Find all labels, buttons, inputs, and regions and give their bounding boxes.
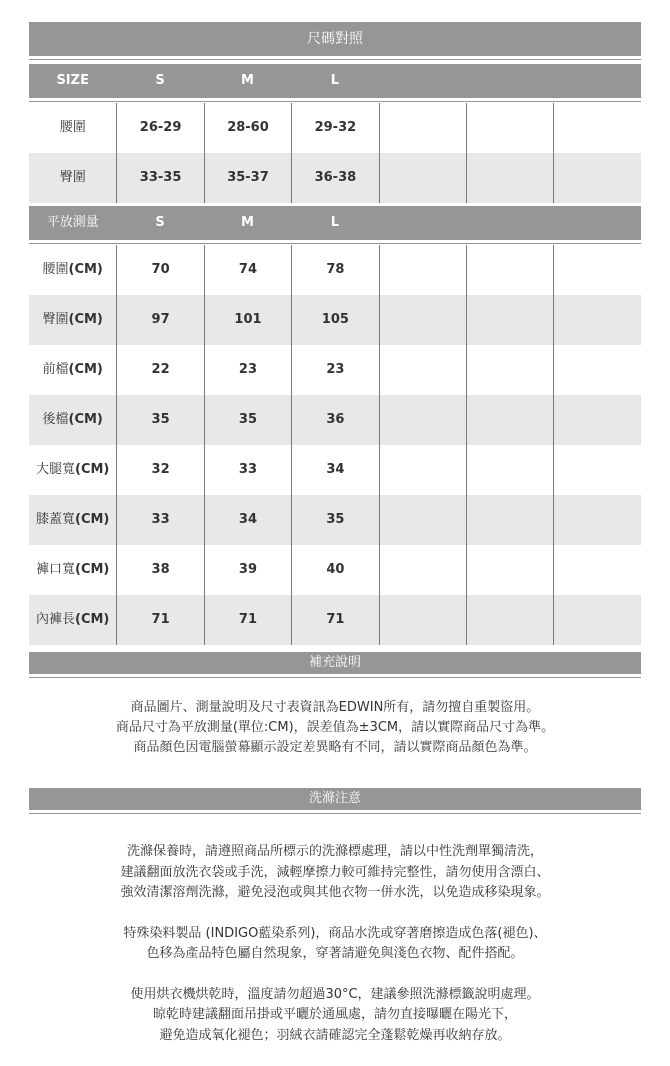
row-label-text: 內褲長	[36, 612, 76, 627]
table-cell	[379, 495, 466, 545]
table-cell: 36-38	[291, 153, 378, 203]
row-label-unit: (CM)	[68, 312, 103, 327]
table-cell	[466, 153, 553, 203]
table-cell	[553, 595, 640, 645]
row-label	[29, 345, 116, 395]
table-row	[29, 395, 641, 445]
header-cell	[466, 206, 553, 240]
table-cell: 34	[291, 445, 378, 495]
table-cell: 35	[204, 395, 291, 445]
table-cell: 71	[291, 595, 378, 645]
table-cell: 105	[291, 295, 378, 345]
table-cell: 101	[204, 295, 291, 345]
wash-line: 使用烘衣機烘乾時，溫度請勿超過30°C，建議參照洗滌標籤說明處理。	[130, 986, 540, 1002]
table-cell	[379, 245, 466, 295]
note-line: 商品顏色因電腦螢幕顯示設定差異略有不同，請以實際商品顏色為準。	[133, 740, 537, 755]
table-cell	[553, 245, 640, 295]
table-cell	[553, 395, 640, 445]
table-cell: 78	[291, 245, 378, 295]
table-row	[29, 445, 641, 495]
table-cell: 33	[204, 445, 291, 495]
header-cell: 平放測量	[46, 215, 99, 230]
flat-measure-table	[29, 245, 641, 645]
table-cell	[466, 295, 553, 345]
header-cell	[379, 64, 466, 98]
row-label	[29, 595, 116, 645]
table-row	[29, 153, 641, 203]
header-cell: L	[330, 73, 340, 88]
note-line: 商品圖片、測量說明及尺寸表資訊為EDWIN所有，請勿擅自重製盜用。	[130, 700, 540, 715]
supplement-notes	[29, 698, 641, 758]
row-label-text: 臀圍	[42, 312, 69, 327]
note-line: 商品尺寸為平放測量(單位:CM)，誤差值為±3CM，請以實際商品尺寸為準。	[115, 720, 555, 735]
size-table-header	[29, 64, 641, 98]
table-cell: 26-29	[116, 103, 203, 153]
header-cell	[553, 206, 640, 240]
table-row	[29, 103, 641, 153]
table-cell	[466, 345, 553, 395]
wash-line: 強效清潔溶劑洗滌，避免浸泡或與其他衣物一併水洗，以免造成移染現象。	[120, 885, 550, 900]
table-cell	[466, 495, 553, 545]
table-cell: 33-35	[116, 153, 203, 203]
table-cell	[379, 295, 466, 345]
table-row	[29, 495, 641, 545]
row-label-text: 褲口寬	[36, 562, 76, 577]
table-cell: 35	[116, 395, 203, 445]
row-label-unit: (CM)	[75, 512, 110, 527]
wash-paragraph	[29, 985, 641, 1047]
table-cell: 39	[204, 545, 291, 595]
row-label	[29, 295, 116, 345]
size-chart-title: 尺碼對照	[29, 22, 641, 56]
row-label: 臀圍	[59, 170, 86, 185]
row-label	[29, 395, 116, 445]
table-cell	[379, 445, 466, 495]
header-cell: S	[155, 215, 165, 230]
header-cell: L	[330, 215, 340, 230]
header-cell: S	[155, 73, 165, 88]
table-cell	[466, 595, 553, 645]
row-label-unit: (CM)	[75, 562, 110, 577]
wash-line: 洗滌保養時，請遵照商品所標示的洗滌標處理，請以中性洗劑單獨清洗，	[126, 844, 543, 859]
table-row	[29, 595, 641, 645]
header-cell	[553, 64, 640, 98]
table-cell: 35-37	[204, 153, 291, 203]
row-label-unit: (CM)	[68, 362, 103, 377]
table-row	[29, 245, 641, 295]
wash-paragraph	[29, 924, 641, 965]
row-label-text: 大腿寬	[36, 462, 76, 477]
table-cell: 36	[291, 395, 378, 445]
supplement-title: 補充說明	[29, 652, 641, 674]
flat-table-header	[29, 206, 641, 240]
header-cell: SIZE	[56, 73, 89, 88]
table-cell	[553, 495, 640, 545]
table-cell	[466, 245, 553, 295]
table-cell: 28-60	[204, 103, 291, 153]
washing-notes	[29, 842, 641, 1046]
wash-line: 建議翻面放洗衣袋或手洗，減輕摩擦力較可維持完整性，請勿使用含漂白、	[120, 864, 550, 880]
table-cell: 22	[116, 345, 203, 395]
row-label-unit: (CM)	[68, 412, 103, 427]
table-cell	[553, 103, 640, 153]
header-cell	[379, 206, 466, 240]
row-label	[29, 545, 116, 595]
table-cell: 38	[116, 545, 203, 595]
row-label	[29, 495, 116, 545]
header-cell: M	[241, 215, 254, 230]
wash-line: 晾乾時建議翻面吊掛或平曬於通風處，請勿直接曝曬在陽光下，	[152, 1007, 517, 1022]
table-cell: 40	[291, 545, 378, 595]
header-cell: M	[241, 73, 254, 88]
row-label-text: 後檔	[42, 412, 69, 427]
table-cell	[553, 445, 640, 495]
row-label-unit: (CM)	[68, 262, 103, 277]
table-cell	[466, 395, 553, 445]
table-cell	[379, 395, 466, 445]
table-cell	[379, 545, 466, 595]
table-cell: 97	[116, 295, 203, 345]
table-cell: 71	[116, 595, 203, 645]
table-row	[29, 545, 641, 595]
wash-line: 色移為產品特色屬自然現象，穿著請避免與淺色衣物、配件搭配。	[146, 946, 524, 961]
row-label-unit: (CM)	[75, 612, 110, 627]
table-cell	[553, 153, 640, 203]
size-table	[29, 103, 641, 203]
row-label	[29, 245, 116, 295]
row-label-text: 膝蓋寬	[36, 512, 76, 527]
table-cell: 29-32	[291, 103, 378, 153]
table-cell: 33	[116, 495, 203, 545]
table-cell: 71	[204, 595, 291, 645]
table-cell	[466, 103, 553, 153]
table-cell: 34	[204, 495, 291, 545]
row-label-text: 前檔	[42, 362, 69, 377]
table-row	[29, 295, 641, 345]
header-cell	[466, 64, 553, 98]
size-chart	[29, 22, 641, 1066]
table-cell	[466, 445, 553, 495]
row-label-text: 腰圍	[42, 262, 69, 277]
table-cell	[379, 595, 466, 645]
wash-line: 避免造成氧化褪色；羽絨衣請確認完全蓬鬆乾燥再收納存放。	[159, 1027, 511, 1043]
row-label	[29, 445, 116, 495]
wash-line: 特殊染料製品 (INDIGO藍染系列)，商品水洗或穿著磨擦造成色落(褪色)、	[123, 925, 547, 941]
table-cell	[379, 345, 466, 395]
row-label-unit: (CM)	[75, 462, 110, 477]
table-cell	[379, 103, 466, 153]
table-cell	[379, 153, 466, 203]
table-cell: 74	[204, 245, 291, 295]
table-row	[29, 345, 641, 395]
table-cell	[553, 295, 640, 345]
table-cell	[553, 545, 640, 595]
wash-paragraph	[29, 842, 641, 904]
table-cell: 23	[204, 345, 291, 395]
table-cell	[466, 545, 553, 595]
table-cell: 35	[291, 495, 378, 545]
table-cell: 23	[291, 345, 378, 395]
table-cell: 70	[116, 245, 203, 295]
table-cell: 32	[116, 445, 203, 495]
row-label: 腰圍	[59, 120, 86, 135]
washing-title: 洗滌注意	[29, 788, 641, 810]
table-cell	[553, 345, 640, 395]
